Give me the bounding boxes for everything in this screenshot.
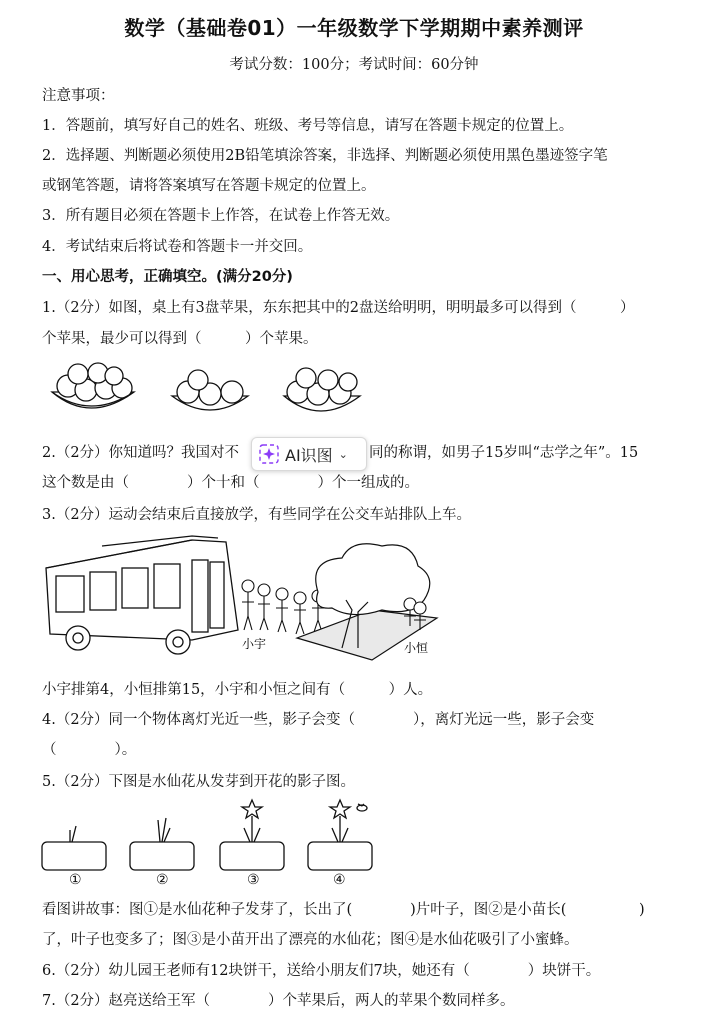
apple-plate-2 (172, 370, 248, 410)
bus-queue-figure (42, 530, 442, 670)
note-2a: 2．选择题、判断题必须使用2B铅笔填涂答案，非选择、判断题必须使用黑色墨迹签字笔 (42, 148, 608, 164)
question-2-line-1-right: 同的称谓，如男子15岁叫“志学之年”。15 (369, 445, 639, 461)
question-4-line-2: （ ）。 (42, 742, 137, 758)
figure-label-4: ④ (333, 872, 346, 888)
shadow-figure-3 (220, 800, 284, 870)
bus (46, 536, 238, 654)
question-5-story-line-1: 看图讲故事：图①是水仙花种子发芽了，长出了( )片叶子，图②是小苗长( ) (42, 902, 645, 918)
figure-label-1: ① (69, 872, 82, 888)
shadow-figure-1 (42, 826, 106, 870)
narcissus-shadow-figure (40, 798, 380, 872)
apple-plate-1 (52, 363, 134, 408)
note-1: 1．答题前，填写好自己的姓名、班级、考号等信息，请写在答题卡规定的位置上。 (42, 118, 574, 134)
question-4-line-1: 4.（2分）同一个物体离灯光近一些，影子会变（ ），离灯光远一些，影子会变 (42, 712, 595, 728)
figure-label-2: ② (156, 872, 169, 888)
question-5-story-line-2: 了，叶子也变多了；图③是小苗开出了漂亮的水仙花；图④是水仙花吸引了小蜜蜂。 (42, 932, 579, 948)
chevron-down-icon: ⌄ (338, 447, 348, 461)
ai-image-recognition-button[interactable] (251, 437, 367, 471)
question-1-line-2: 个苹果，最少可以得到（ ）个苹果。 (42, 331, 318, 347)
sparkle-icon (258, 443, 280, 465)
label-xiaoheng: 小恒 (404, 641, 429, 655)
section-1-heading: 一、用心思考，正确填空。(满分20分) (42, 269, 293, 285)
question-3-text: 3.（2分）运动会结束后直接放学，有些同学在公交车站排队上车。 (42, 507, 472, 523)
question-5-text: 5.（2分）下图是水仙花从发芽到开花的影子图。 (42, 774, 356, 790)
exam-info: 考试分数：100分；考试时间：60分钟 (229, 57, 479, 73)
apple-plates-figure (48, 358, 368, 426)
question-2-line-1-left: 2.（2分）你知道吗？我国对不 (42, 445, 240, 461)
apple-plate-3 (284, 368, 360, 411)
note-4: 4．考试结束后将试卷和答题卡一并交回。 (42, 239, 313, 255)
page-title: 数学（基础卷01）一年级数学下学期期中素养测评 (124, 16, 584, 40)
question-2-line-2: 这个数是由（ ）个十和（ ）个一组成的。 (42, 475, 419, 491)
shadow-figure-2 (130, 818, 194, 870)
note-3: 3．所有题目必须在答题卡上作答，在试卷上作答无效。 (42, 208, 400, 224)
ai-button-label: AI识图 (285, 445, 333, 465)
queue-children (242, 580, 324, 634)
note-2b: 或钢笔答题，请将答案填写在答题卡规定的位置上。 (42, 178, 376, 194)
question-7: 7.（2分）赵亮送给王军（ ）个苹果后，两人的苹果个数同样多。 (42, 993, 515, 1009)
figure-label-3: ③ (247, 872, 260, 888)
shadow-figure-4 (308, 800, 372, 870)
label-xiaoyu: 小宇 (242, 637, 267, 651)
notes-heading: 注意事项： (42, 88, 115, 104)
question-3-answer: 小宇排第4，小恒排第15，小宇和小恒之间有（ ）人。 (42, 682, 433, 698)
question-6: 6.（2分）幼儿园王老师有12块饼干，送给小朋友们7块，她还有（ ）块饼干。 (42, 963, 601, 979)
question-1-line-1: 1.（2分）如图，桌上有3盘苹果，东东把其中的2盘送给明明，明明最多可以得到（ ） (42, 300, 635, 316)
